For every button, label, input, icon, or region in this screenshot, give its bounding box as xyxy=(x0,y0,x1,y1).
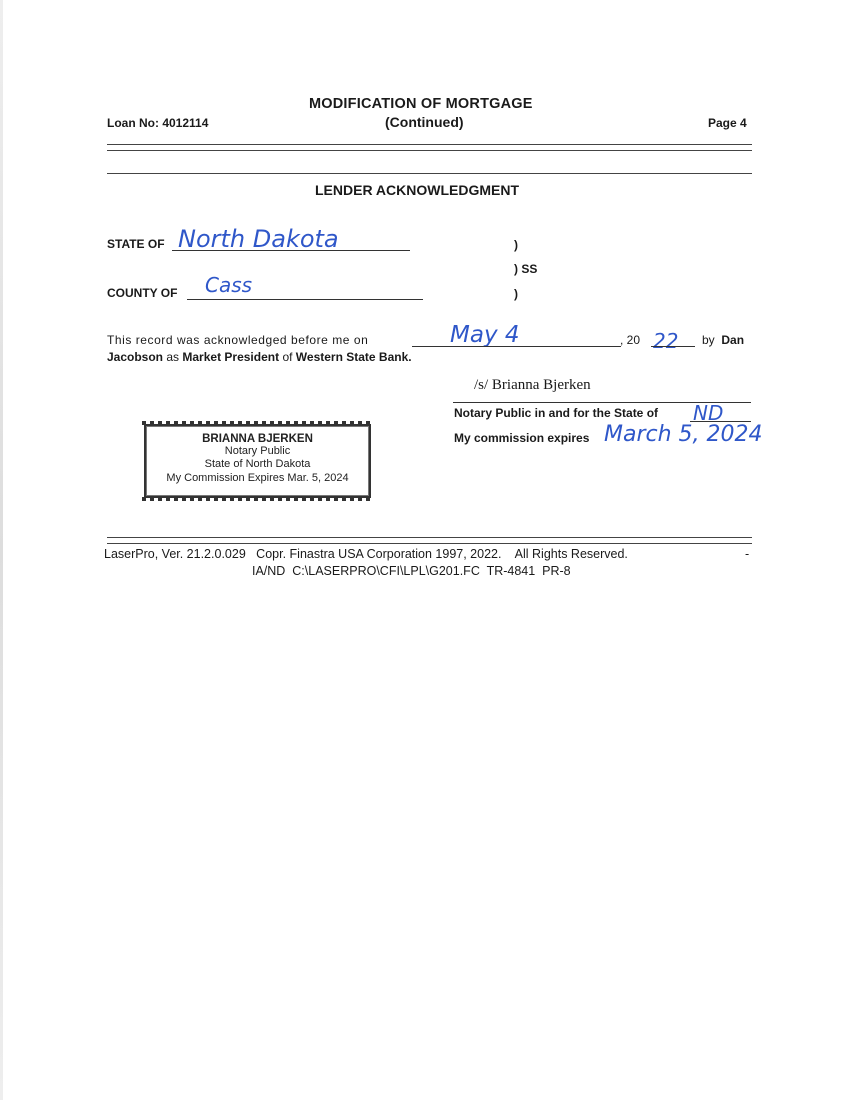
ack-year-prefix: , 20 xyxy=(620,333,641,347)
county-underline xyxy=(187,299,423,300)
bracket-1: ) xyxy=(514,238,518,252)
footer-line-2: IA/ND C:\LASERPRO\CFI\LPL\G201.FC TR-4841 PR-8 xyxy=(252,564,571,578)
scan-edge xyxy=(0,0,3,1100)
stamp-expires: My Commission Expires Mar. 5, 2024 xyxy=(166,472,349,484)
header-rule-bottom xyxy=(107,150,752,151)
ack-date-value: May 4 xyxy=(450,322,520,348)
stamp-name: BRIANNA BJERKEN xyxy=(202,433,313,445)
document-subtitle: (Continued) xyxy=(385,114,464,130)
notary-state: ND xyxy=(693,401,724,425)
bracket-3: ) xyxy=(514,287,518,301)
section-rule xyxy=(107,173,752,174)
county-label: COUNTY OF xyxy=(107,286,178,300)
stamp-role: Notary Public xyxy=(224,445,291,457)
page-number: Page 4 xyxy=(708,116,747,130)
signature: /s/ Brianna Bjerken xyxy=(474,377,591,393)
footer-rule-bottom xyxy=(107,543,752,544)
stamp-state: State of North Dakota xyxy=(204,458,311,470)
section-title: LENDER ACKNOWLEDGMENT xyxy=(315,182,520,198)
document-title: MODIFICATION OF MORTGAGE xyxy=(309,96,533,112)
ack-title: Market President xyxy=(182,350,280,364)
loan-number: Loan No: 4012114 xyxy=(107,116,209,130)
commission-label: My commission expires xyxy=(454,431,590,445)
state-underline xyxy=(172,250,410,251)
ack-prefix: This record was acknowledged before me on xyxy=(107,333,369,347)
header-rule-top xyxy=(107,144,752,145)
commission-value: March 5, 2024 xyxy=(604,422,763,447)
bracket-ss: ) SS xyxy=(514,262,538,276)
notary-stamp xyxy=(144,424,371,498)
state-label: STATE OF xyxy=(107,237,165,251)
ack-name-first: Dan xyxy=(721,333,745,347)
footer-rule-top xyxy=(107,537,752,538)
ack-name-last: Jacobson xyxy=(107,350,164,364)
footer-dash: - xyxy=(745,547,750,561)
footer-line-1: LaserPro, Ver. 21.2.0.029 Copr. Finastra USA Corporation 1997, 2022. All Rights Reserved. xyxy=(104,547,628,561)
ack-line-2: Jacobson as Market President of Western State Bank. xyxy=(107,350,412,364)
ack-bank: Western State Bank. xyxy=(295,350,412,364)
state-value: North Dakota xyxy=(178,225,339,253)
ack-date-underline xyxy=(412,346,621,347)
ack-year-value: 22 xyxy=(653,329,679,353)
ack-year-underline xyxy=(651,346,695,347)
notary-label: Notary Public in and for the State of xyxy=(454,406,659,420)
county-value: Cass xyxy=(205,273,253,297)
ack-by: by Dan xyxy=(702,333,745,347)
